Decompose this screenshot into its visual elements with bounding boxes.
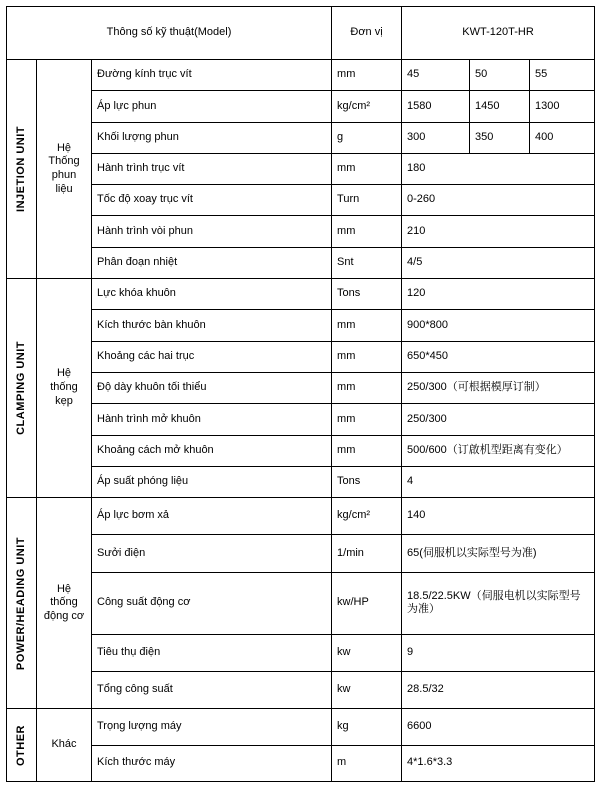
spec-value-v2: 50 [470,60,530,91]
group-label-cell [7,498,37,709]
group-label: INJETION UNIT [14,126,27,213]
group-label-cell [7,60,37,279]
spec-item-name: Khoảng cách mở khuôn [92,435,332,466]
spec-value: 9 [402,634,595,671]
spec-value: 18.5/22.5KW（伺服电机以实际型号为准） [402,572,595,634]
spec-item-name: Hành trình mở khuôn [92,404,332,435]
spec-item-unit: m [332,745,402,781]
table-row [7,634,595,671]
spec-item-unit: mm [332,216,402,247]
spec-item-name: Khoảng các hai trục [92,341,332,372]
header-unit-label: Đơn vị [332,7,402,60]
spec-value: 65(伺服机以实际型号为准) [402,535,595,572]
spec-item-unit: Turn [332,185,402,216]
spec-item-unit: 1/min [332,535,402,572]
table-row [7,745,595,781]
spec-value: 120 [402,279,595,310]
spec-value: 28.5/32 [402,672,595,709]
spec-item-unit: Snt [332,247,402,278]
spec-value: 4*1.6*3.3 [402,745,595,781]
subgroup-label: Khác [37,709,92,782]
spec-item-unit: mm [332,310,402,341]
spec-value: 4 [402,466,595,497]
table-row [7,91,595,122]
spec-item-unit: mm [332,153,402,184]
table-row [7,709,595,745]
spec-item-name: Đường kính trục vít [92,60,332,91]
table-row [7,216,595,247]
group-label-cell [7,709,37,782]
spec-value: 500/600（订啟机型距离有变化） [402,435,595,466]
spec-value: 180 [402,153,595,184]
table-row [7,498,595,535]
spec-item-name: Công suất động cơ [92,572,332,634]
header-model-label: Thông số kỹ thuật(Model) [7,7,332,60]
table-row [7,279,595,310]
table-row [7,435,595,466]
specification-table [6,6,595,782]
spec-item-name: Phân đoạn nhiệt [92,247,332,278]
spec-item-name: Lực khóa khuôn [92,279,332,310]
table-row [7,372,595,403]
spec-item-unit: g [332,122,402,153]
group-label: OTHER [14,724,27,766]
spec-item-name: Tổng công suất [92,672,332,709]
table-row [7,153,595,184]
spec-item-name: Kích thước máy [92,745,332,781]
spec-item-name: Kích thước bàn khuôn [92,310,332,341]
spec-item-unit: kg/cm² [332,498,402,535]
spec-value: 140 [402,498,595,535]
spec-value-v1: 45 [402,60,470,91]
spec-item-unit: mm [332,372,402,403]
spec-value-v2: 1450 [470,91,530,122]
spec-value-v3: 400 [530,122,595,153]
spec-item-unit: mm [332,404,402,435]
spec-item-unit: kw [332,634,402,671]
spec-value: 6600 [402,709,595,745]
group-label: CLAMPING UNIT [14,341,27,436]
spec-value: 900*800 [402,310,595,341]
spec-value: 250/300 [402,404,595,435]
subgroup-label: Hệ Thống phun liệu [37,60,92,279]
group-label: POWER/HEADING UNIT [14,536,27,670]
spec-item-unit: kw [332,672,402,709]
spec-item-name: Tốc độ xoay trục vít [92,185,332,216]
spec-item-name: Sưởi điện [92,535,332,572]
spec-value: 650*450 [402,341,595,372]
spec-value-v1: 300 [402,122,470,153]
spec-item-unit: mm [332,435,402,466]
spec-item-name: Hành trình trục vít [92,153,332,184]
table-header-row [7,7,595,60]
spec-value: 0-260 [402,185,595,216]
spec-value: 250/300（可根据模厚订制） [402,372,595,403]
spec-item-unit: Tons [332,279,402,310]
subgroup-label: Hệ thống kẹp [37,279,92,498]
spec-value-v3: 1300 [530,91,595,122]
table-row [7,60,595,91]
table-row [7,341,595,372]
table-row [7,535,595,572]
spec-item-name: Áp lực bơm xả [92,498,332,535]
spec-item-unit: Tons [332,466,402,497]
subgroup-label: Hệ thống động cơ [37,498,92,709]
spec-item-name: Trọng lượng máy [92,709,332,745]
table-row [7,122,595,153]
spec-value-v2: 350 [470,122,530,153]
spec-item-unit: mm [332,341,402,372]
spec-item-unit: kg [332,709,402,745]
group-label-cell [7,279,37,498]
spec-value: 210 [402,216,595,247]
spec-item-name: Hành trình vòi phun [92,216,332,247]
spec-item-unit: kg/cm² [332,91,402,122]
spec-value-v3: 55 [530,60,595,91]
table-row [7,672,595,709]
header-model-name: KWT-120T-HR [402,7,595,60]
spec-item-unit: mm [332,60,402,91]
spec-item-name: Độ dày khuôn tối thiểu [92,372,332,403]
spec-value: 4/5 [402,247,595,278]
table-row [7,572,595,634]
table-row [7,185,595,216]
table-row [7,247,595,278]
spec-item-name: Áp suất phóng liệu [92,466,332,497]
table-row [7,466,595,497]
spec-value-v1: 1580 [402,91,470,122]
spec-item-name: Áp lực phun [92,91,332,122]
table-row [7,404,595,435]
spec-item-name: Tiêu thụ điện [92,634,332,671]
spec-item-unit: kw/HP [332,572,402,634]
spec-item-name: Khối lượng phun [92,122,332,153]
table-row [7,310,595,341]
